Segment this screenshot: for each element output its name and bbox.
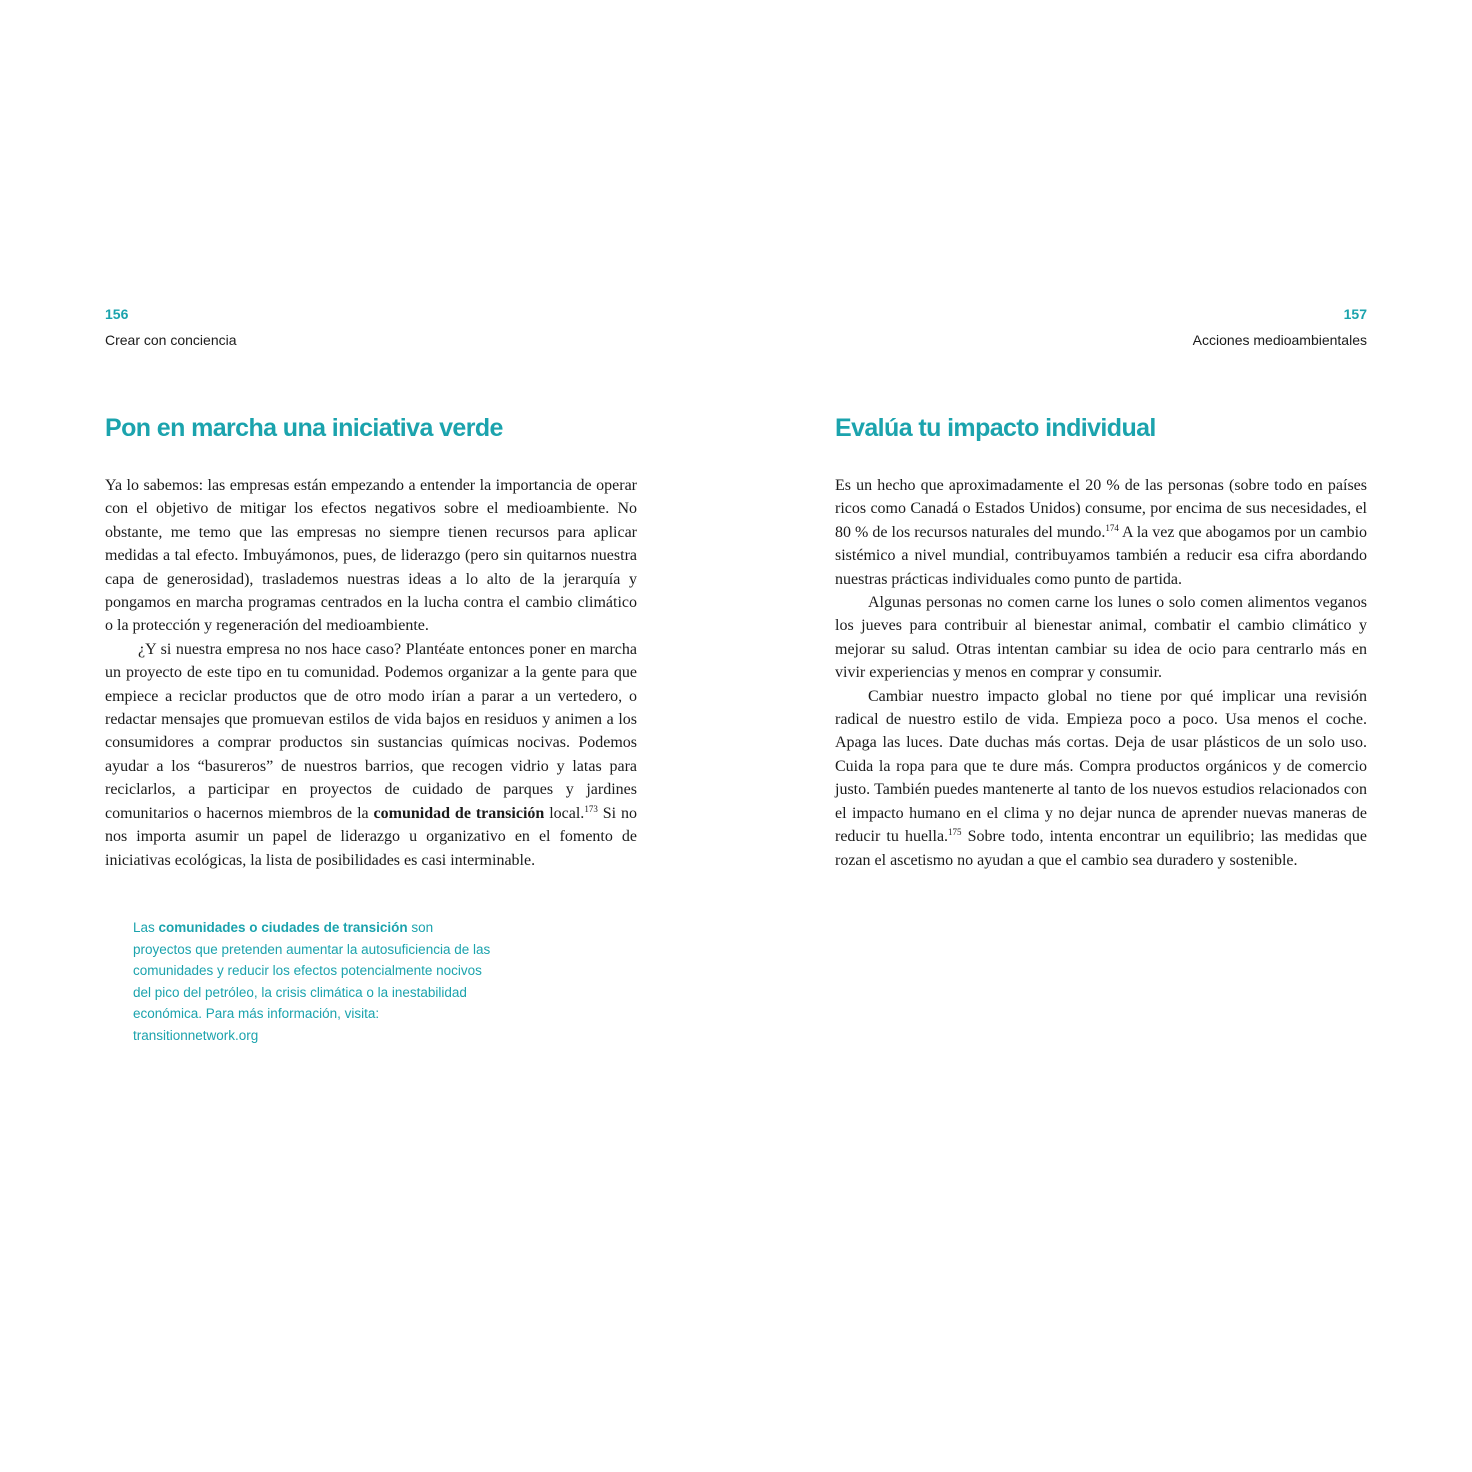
section-title: Evalúa tu impacto individual — [835, 414, 1156, 442]
right-page — [736, 0, 1472, 1472]
text-run: Cambiar nuestro impacto global no tiene por qué implicar una revisión radical de nuestro estilo de vida. Empieza poco a poco. Usa menos el coche. Apaga las luces. Date duchas más cortas. Deja de usar plásticos de un solo uso. Cuida la ropa para que te dure más. Compra productos orgánicos y de comercio justo. También puedes mantenerte al tanto de los nuevos estudios relacionados con el impacto humano en el clima y no dejar nunca de aprender nuevas maneras de reducir tu huella. — [835, 687, 1367, 846]
sidenote-term: comunidades o ciudades de transición — [158, 920, 408, 935]
running-head: Acciones medioambientales — [1192, 332, 1367, 348]
paragraph — [835, 474, 1367, 591]
sidenote-text: Las — [133, 920, 159, 935]
body-text — [105, 474, 637, 872]
text-run: A la vez que abogamos por un cambio sistémico a nivel mundial, contribuyamos también a reducir esa cifra abordando nuestras prácticas individuales como punto de partida. — [835, 523, 1368, 588]
footnote-marker: 173 — [584, 803, 598, 814]
text-run: local. — [544, 804, 585, 822]
page-number: 157 — [1343, 306, 1367, 322]
text-run: Si no nos importa asumir un papel de liderazgo u organizativo en el fomento de iniciativas ecológicas, la lista de posibilidades es casi interminable. — [105, 804, 637, 869]
paragraph — [835, 685, 1367, 872]
footnote-marker: 174 — [1105, 522, 1119, 533]
paragraph — [105, 638, 637, 872]
paragraph: Ya lo sabemos: las empresas están empezando a entender la importancia de operar con el objetivo de mitigar los efectos negativos sobre el medioambiente. No obstante, me temo que las empresas no siempre tienen recursos para aplicar medidas a tal efecto. Imbuyámonos, pues, de liderazgo (pero sin quitarnos nuestra capa de generosidad), traslademos nuestras ideas a lo alto de la jerarquía y pongamos en marcha programas centrados en la lucha contra el cambio climático o la protección y regeneración del medioambiente. — [105, 477, 637, 635]
running-head: Crear con conciencia — [105, 332, 237, 348]
body-text — [835, 474, 1367, 872]
footnote-marker: 175 — [948, 827, 962, 838]
sidenote-text: son proyectos que pretenden aumentar la autosuficiencia de las comunidades y reducir los efectos potencialmente nocivos del pico del petróleo, la crisis climática o la inestabilidad económica. Para más información, visita: transitionnetwork.org — [133, 920, 491, 1043]
text-run: Es un hecho que aproximadamente el 20 % de las personas (sobre todo en países ricos como Canadá o Estados Unidos) consume, por encima de sus necesidades, el 80 % de los recursos naturales del mundo. — [835, 477, 1367, 541]
section-title: Pon en marcha una iniciativa verde — [105, 414, 503, 442]
sidenote — [133, 917, 493, 1047]
bold-term: comunidad de transición — [373, 804, 545, 822]
page-number: 156 — [105, 306, 129, 322]
text-run: Sobre todo, intenta encontrar un equilibrio; las medidas que rozan el ascetismo no ayudan a que el cambio sea duradero y sostenible. — [835, 828, 1367, 869]
paragraph: Algunas personas no comen carne los lunes o solo comen alimentos veganos los jueves para contribuir al bienestar animal, combatir el cambio climático y mejorar su salud. Otras intentan cambiar su idea de ocio para centrarlo más en vivir experiencias y menos en comprar y consumir. — [835, 594, 1367, 682]
text-run: ¿Y si nuestra empresa no nos hace caso? Plantéate entonces poner en marcha un proyecto de este tipo en tu comunidad. Podemos organizar a la gente para que empiece a reciclar productos que de otro modo irían a parar a un vertedero, o redactar mensajes que promuevan estilos de vida bajos en residuos y animen a los consumidores a comprar productos sin sustancias químicas nocivas. Podemos ayudar a los “basureros” de nuestros barrios, que recogen vidrio y latas para reciclarlos, a participar en proyectos de cuidado de parques y jardines comunitarios o hacernos miembros de la — [105, 640, 637, 822]
